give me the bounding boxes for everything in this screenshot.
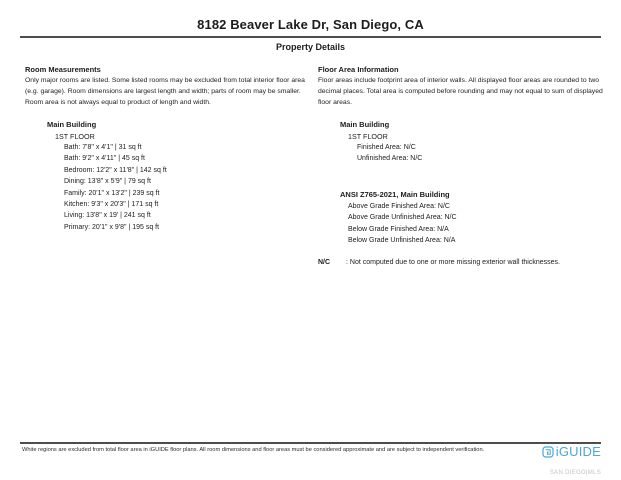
ansi-area-row: Above Grade Finished Area: N/C: [348, 202, 450, 210]
room-measurement-row: Bedroom: 12'2" x 11'8" | 142 sq ft: [64, 166, 167, 174]
floor-area-description: Floor areas include footprint area of interior walls. All displayed floor areas are rounded to two decimal places. Total area is computed before rounding and may not equal to sum of displayed floor areas.: [318, 77, 603, 106]
nc-note: [318, 258, 610, 268]
ansi-area-row: Above Grade Unfinished Area: N/C: [348, 214, 457, 222]
room-measurement-row: Living: 13'8" x 19' | 241 sq ft: [64, 212, 151, 220]
ansi-area-row: Below Grade Finished Area: N/A: [348, 225, 449, 233]
room-measurements-heading: Room Measurements: [25, 65, 101, 74]
iguide-logo: [542, 444, 601, 459]
floor-area-section: [318, 64, 610, 268]
room-measurement-row: Family: 20'1" x 13'2" | 239 sq ft: [64, 189, 160, 197]
floor-name: 1ST FLOOR: [348, 132, 388, 141]
room-measurements-section: [25, 64, 317, 233]
footer-disclaimer: White regions are excluded from total floor area in iGUIDE floor plans. All room dimensions and floor areas must be considered approximate and are subject to independent verification.: [22, 447, 485, 453]
floor-area-building-block: [318, 119, 610, 165]
floor-area-row: Finished Area: N/C: [357, 144, 416, 151]
room-list: [47, 142, 317, 233]
iguide-logo-text: iGUIDE: [555, 444, 601, 459]
ansi-area-row: Below Grade Unfinished Area: N/A: [348, 237, 456, 245]
room-measurements-description: Only major rooms are listed. Some listed rooms may be excluded from total interior floor area (e.g. garage). Room dimensions are largest length and width; parts of room may be smaller. Room area is not always equal to product of length and width.: [25, 77, 305, 106]
room-measurement-row: Bath: 9'2" x 4'11" | 45 sq ft: [64, 155, 145, 163]
room-measurements-building-block: [25, 119, 317, 233]
building-name: Main Building: [340, 120, 390, 129]
room-measurement-row: Kitchen: 9'3" x 20'3" | 171 sq ft: [64, 201, 159, 209]
ansi-heading: ANSI Z765-2021, Main Building: [340, 189, 450, 199]
room-measurement-row: Dining: 13'8" x 5'9" | 79 sq ft: [64, 178, 151, 186]
header-divider: [20, 36, 601, 38]
page-title: 8182 Beaver Lake Dr, San Diego, CA: [197, 17, 424, 32]
room-measurement-row: Primary: 20'1" x 9'8" | 195 sq ft: [64, 223, 160, 231]
footer-divider: [20, 442, 601, 444]
floor-area-heading: Floor Area Information: [318, 65, 399, 74]
building-name: Main Building: [47, 120, 97, 129]
iguide-logo-icon: [542, 446, 554, 458]
nc-note-label: N/C: [318, 259, 331, 267]
ansi-block: [318, 189, 610, 247]
nc-note-text: : Not computed due to one or more missing exterior wall thicknesses.: [346, 259, 560, 267]
ansi-area-list: [340, 201, 610, 247]
room-measurement-row: Bath: 7'8" x 4'1" | 31 sq ft: [64, 144, 142, 151]
floor-area-row: Unfinished Area: N/C: [357, 155, 423, 163]
page-subtitle: Property Details: [275, 42, 346, 52]
mls-watermark: SAN DIEGO|MLS: [549, 470, 601, 476]
floor-area-list: [340, 142, 610, 165]
floor-name: 1ST FLOOR: [55, 132, 95, 141]
